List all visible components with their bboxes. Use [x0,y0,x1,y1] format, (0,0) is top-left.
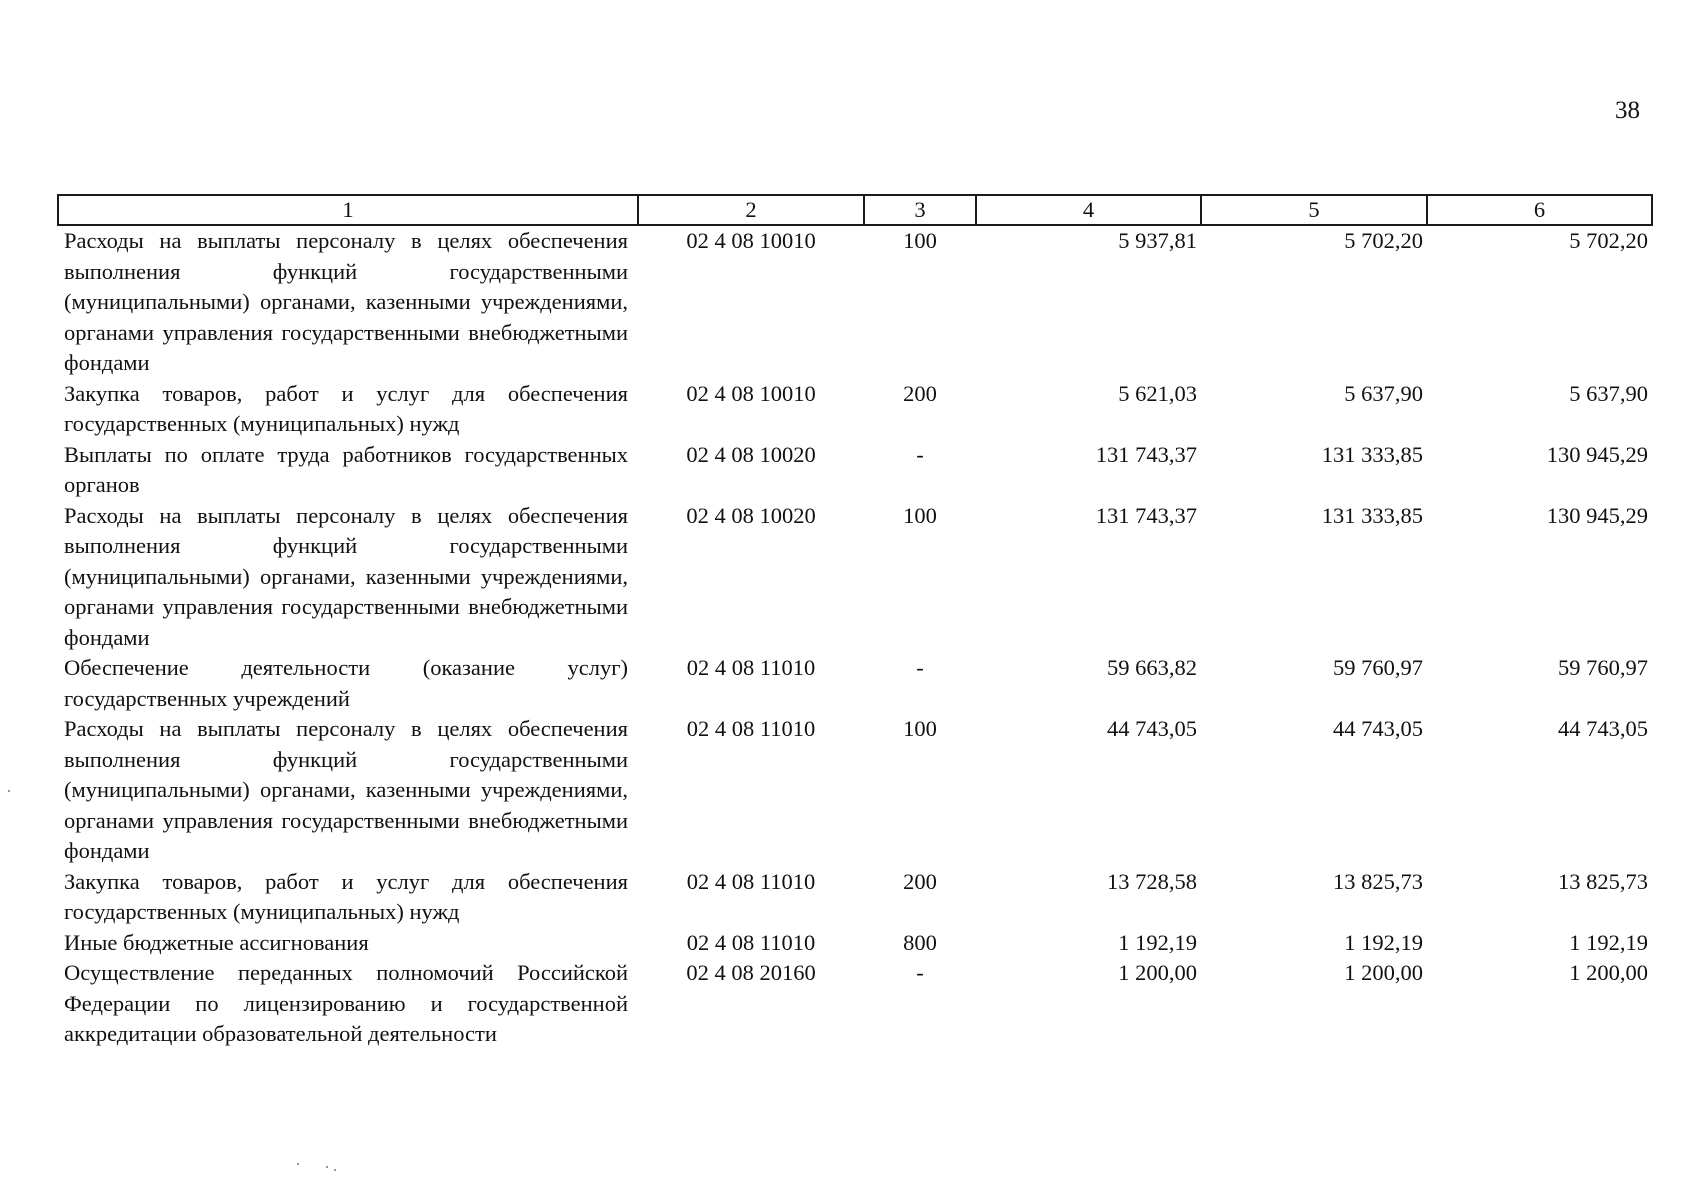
amount-col6-cell: 1 192,19 [1569,929,1648,955]
amount-col5-cell: 5 702,20 [1344,228,1423,253]
expense-name-cell: Иные бюджетные ассигнования [64,929,369,955]
target-code-cell: 02 4 08 11010 [686,716,816,741]
expense-type-cell: 100 [903,502,937,528]
amount-col6-cell: 13 825,73 [1558,868,1648,894]
table-row [58,958,1652,1050]
scan-speck [326,1166,328,1168]
amount-col5-cell: 13 825,73 [1333,868,1423,894]
table-body [58,225,1652,1050]
expense-name-cell: Расходы на выплаты персоналу в целях обеспечения выполнения функций государственными (муниципальными) органами, казенными учреждениями, органами управления государственными внебюджетными фондами [64,502,628,650]
expense-type-cell: 100 [903,716,937,741]
table-row [58,714,1652,867]
table-row [58,653,1652,714]
expense-name-cell: Расходы на выплаты персоналу в целях обеспечения выполнения функций государственными (муниципальными) органами, казенными учреждениями, органами управления государственными внебюджетными фондами [64,716,628,863]
budget-table [57,194,1653,1050]
amount-col4-cell: 13 728,58 [1107,868,1197,894]
column-header-3: 3 [864,195,976,225]
table-row [58,928,1652,959]
expense-type-cell: 100 [903,228,937,253]
scan-speck [334,1169,336,1171]
scan-speck [8,790,10,792]
amount-col6-cell: 5 637,90 [1569,380,1648,406]
target-code-cell: 02 4 08 10020 [686,502,816,528]
expense-name-cell: Расходы на выплаты персоналу в целях обеспечения выполнения функций государственными (муниципальными) органами, казенными учреждениями, органами управления государственными внебюджетными фондами [64,228,628,375]
table-row [58,225,1652,379]
expense-type-cell: 200 [903,868,937,894]
column-header-5: 5 [1201,195,1427,225]
expense-type-cell: - [916,441,924,467]
amount-col5-cell: 5 637,90 [1344,380,1423,406]
target-code-cell: 02 4 08 10010 [686,228,816,253]
expense-name-cell: Закупка товаров, работ и услуг для обеспечения государственных (муниципальных) нужд [64,380,628,436]
target-code-cell: 02 4 08 20160 [686,960,816,985]
amount-col5-cell: 1 200,00 [1344,960,1423,985]
target-code-cell: 02 4 08 10010 [686,380,816,406]
expense-name-cell: Обеспечение деятельности (оказание услуг) государственных учреждений [64,655,628,711]
expense-type-cell: - [916,960,924,985]
amount-col5-cell: 131 333,85 [1321,441,1423,467]
table-row [58,440,1652,501]
amount-col6-cell: 44 743,05 [1558,716,1648,741]
amount-col4-cell: 131 743,37 [1095,502,1197,528]
table-header [58,195,1652,225]
column-header-4: 4 [976,195,1201,225]
column-header-2: 2 [638,195,864,225]
target-code-cell: 02 4 08 11010 [686,655,816,680]
expense-name-cell: Закупка товаров, работ и услуг для обеспечения государственных (муниципальных) нужд [64,868,628,924]
amount-col6-cell: 59 760,97 [1558,655,1648,680]
amount-col4-cell: 131 743,37 [1095,441,1197,467]
amount-col4-cell: 59 663,82 [1107,655,1197,680]
expense-type-cell: 200 [903,380,937,406]
amount-col4-cell: 5 621,03 [1118,380,1197,406]
amount-col4-cell: 1 200,00 [1118,960,1197,985]
amount-col6-cell: 130 945,29 [1546,502,1648,528]
amount-col6-cell: 5 702,20 [1569,228,1648,253]
expense-name-cell: Выплаты по оплате труда работников государственных органов [64,441,628,497]
expense-name-cell: Осуществление переданных полномочий Российской Федерации по лицензированию и государственной аккредитации образовательной деятельности [64,960,628,1046]
table-row [58,501,1652,654]
table-row [58,867,1652,928]
amount-col4-cell: 5 937,81 [1118,228,1197,253]
target-code-cell: 02 4 08 10020 [686,441,816,467]
page-number: 38 [1615,97,1640,124]
scan-speck [297,1163,299,1165]
amount-col5-cell: 44 743,05 [1333,716,1423,741]
expense-type-cell: - [916,655,924,680]
amount-col5-cell: 59 760,97 [1333,655,1423,680]
amount-col5-cell: 1 192,19 [1344,929,1423,955]
expense-type-cell: 800 [903,929,937,955]
amount-col4-cell: 1 192,19 [1118,929,1197,955]
target-code-cell: 02 4 08 11010 [686,868,816,894]
amount-col4-cell: 44 743,05 [1107,716,1197,741]
amount-col5-cell: 131 333,85 [1321,502,1423,528]
header-row [58,195,1652,225]
table-row [58,379,1652,440]
target-code-cell: 02 4 08 11010 [686,929,816,955]
amount-col6-cell: 1 200,00 [1569,960,1648,985]
column-header-1: 1 [58,195,638,225]
amount-col6-cell: 130 945,29 [1546,441,1648,467]
column-header-6: 6 [1427,195,1652,225]
